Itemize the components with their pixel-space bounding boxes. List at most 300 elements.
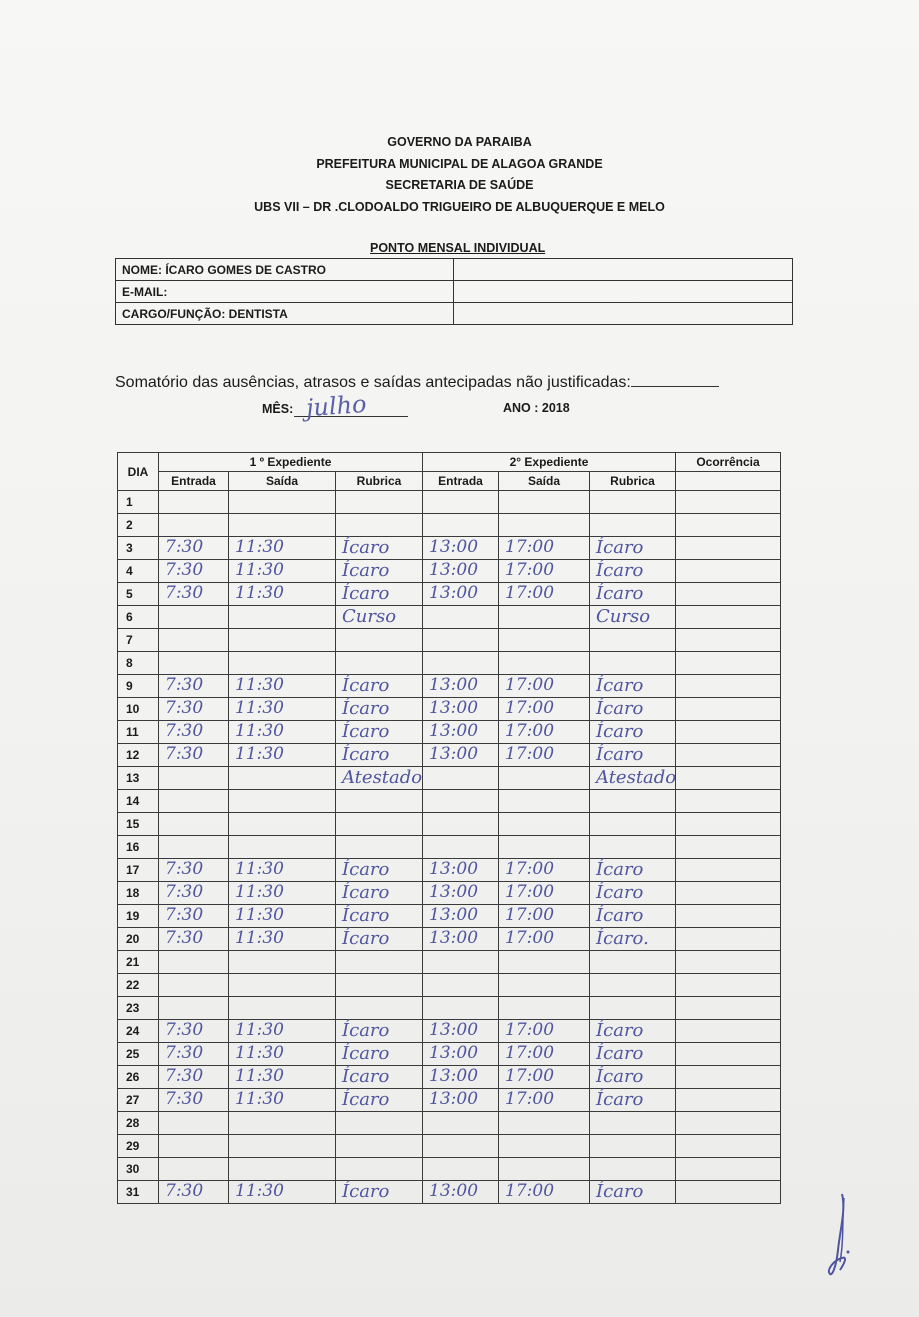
entrada-2-handwriting: 13:00 bbox=[429, 583, 479, 603]
entrada-1-cell bbox=[159, 583, 229, 606]
rubrica-1-cell bbox=[336, 813, 423, 836]
rubrica-1-cell bbox=[336, 1135, 423, 1158]
role-field: CARGO/FUNÇÃO: DENTISTA bbox=[116, 303, 454, 325]
entrada-1-cell bbox=[159, 882, 229, 905]
saida-1-cell bbox=[229, 606, 336, 629]
entrada-1-cell bbox=[159, 1112, 229, 1135]
entrada-1-cell bbox=[159, 560, 229, 583]
saida-2-cell bbox=[499, 629, 590, 652]
rubrica-2-handwriting: Ícaro bbox=[596, 537, 644, 558]
rubrica-1-cell bbox=[336, 698, 423, 721]
day-cell: 8 bbox=[118, 652, 159, 675]
rubrica-2-cell bbox=[590, 537, 676, 560]
header-line-2: PREFEITURA MUNICIPAL DE ALAGOA GRANDE bbox=[316, 156, 603, 171]
table-row bbox=[118, 1181, 781, 1204]
saida-2-cell bbox=[499, 974, 590, 997]
summary-text: Somatório das ausências, atrasos e saídas antecipadas não justificadas: bbox=[115, 374, 631, 391]
table-row bbox=[118, 652, 781, 675]
saida-1-handwriting: 11:30 bbox=[235, 1020, 284, 1040]
day-cell: 19 bbox=[118, 905, 159, 928]
day-cell: 28 bbox=[118, 1112, 159, 1135]
day-cell: 29 bbox=[118, 1135, 159, 1158]
col-header-exp2: 2° Expediente bbox=[423, 453, 676, 472]
saida-1-handwriting: 11:30 bbox=[235, 928, 284, 948]
table-row bbox=[118, 1043, 781, 1066]
saida-1-handwriting: 11:30 bbox=[235, 1043, 284, 1063]
col-header-rubrica-1: Rubrica bbox=[336, 472, 423, 491]
col-header-dia: DIA bbox=[118, 453, 159, 491]
rubrica-2-cell bbox=[590, 859, 676, 882]
ocorrencia-cell bbox=[676, 583, 781, 606]
ocorrencia-cell bbox=[676, 629, 781, 652]
table-row bbox=[118, 744, 781, 767]
saida-2-handwriting: 17:00 bbox=[505, 1066, 555, 1086]
saida-2-handwriting: 17:00 bbox=[505, 882, 555, 902]
ocorrencia-cell bbox=[676, 836, 781, 859]
entrada-1-cell bbox=[159, 1181, 229, 1204]
saida-1-handwriting: 11:30 bbox=[235, 721, 284, 741]
entrada-1-cell bbox=[159, 491, 229, 514]
rubrica-1-cell bbox=[336, 1158, 423, 1181]
day-cell: 12 bbox=[118, 744, 159, 767]
entrada-1-cell bbox=[159, 652, 229, 675]
entrada-2-cell bbox=[423, 1066, 499, 1089]
entrada-2-cell bbox=[423, 1112, 499, 1135]
entrada-2-cell bbox=[423, 652, 499, 675]
table-row bbox=[118, 767, 781, 790]
day-cell: 6 bbox=[118, 606, 159, 629]
entrada-2-handwriting: 13:00 bbox=[429, 721, 479, 741]
saida-1-cell bbox=[229, 836, 336, 859]
entrada-2-cell bbox=[423, 928, 499, 951]
saida-2-handwriting: 17:00 bbox=[505, 1020, 555, 1040]
ocorrencia-cell bbox=[676, 1181, 781, 1204]
ocorrencia-cell bbox=[676, 882, 781, 905]
rubrica-2-cell bbox=[590, 1135, 676, 1158]
entrada-1-cell bbox=[159, 997, 229, 1020]
rubrica-1-cell bbox=[336, 675, 423, 698]
col-header-saida-1: Saída bbox=[229, 472, 336, 491]
entrada-1-cell bbox=[159, 514, 229, 537]
entrada-2-cell bbox=[423, 859, 499, 882]
rubrica-2-cell bbox=[590, 951, 676, 974]
entrada-2-handwriting: 13:00 bbox=[429, 560, 479, 580]
email-extra-cell bbox=[454, 281, 793, 303]
rubrica-1-cell bbox=[336, 974, 423, 997]
rubrica-1-cell bbox=[336, 997, 423, 1020]
entrada-1-handwriting: 7:30 bbox=[165, 1089, 204, 1109]
table-row bbox=[118, 813, 781, 836]
day-cell: 1 bbox=[118, 491, 159, 514]
table-row bbox=[118, 859, 781, 882]
saida-1-handwriting: 11:30 bbox=[235, 1181, 284, 1201]
entrada-2-cell bbox=[423, 744, 499, 767]
saida-1-cell bbox=[229, 629, 336, 652]
rubrica-1-cell bbox=[336, 1089, 423, 1112]
saida-1-cell bbox=[229, 997, 336, 1020]
rubrica-2-cell bbox=[590, 767, 676, 790]
col-header-entrada-2: Entrada bbox=[423, 472, 499, 491]
ocorrencia-cell bbox=[676, 560, 781, 583]
rubrica-1-cell bbox=[336, 951, 423, 974]
day-cell: 25 bbox=[118, 1043, 159, 1066]
ocorrencia-cell bbox=[676, 675, 781, 698]
rubrica-1-cell bbox=[336, 767, 423, 790]
table-row bbox=[118, 514, 781, 537]
table-row bbox=[118, 951, 781, 974]
entrada-1-handwriting: 7:30 bbox=[165, 859, 204, 879]
entrada-2-handwriting: 13:00 bbox=[429, 1020, 479, 1040]
entrada-1-handwriting: 7:30 bbox=[165, 1181, 204, 1201]
attendance-table bbox=[117, 452, 781, 1204]
ocorrencia-cell bbox=[676, 767, 781, 790]
employee-info-table bbox=[115, 258, 793, 325]
entrada-2-handwriting: 13:00 bbox=[429, 1181, 479, 1201]
saida-2-cell bbox=[499, 790, 590, 813]
rubrica-1-handwriting: Ícaro bbox=[342, 744, 390, 765]
rubrica-2-cell bbox=[590, 1112, 676, 1135]
table-row bbox=[118, 1089, 781, 1112]
day-cell: 15 bbox=[118, 813, 159, 836]
entrada-2-cell bbox=[423, 1089, 499, 1112]
table-row bbox=[118, 928, 781, 951]
ocorrencia-cell bbox=[676, 606, 781, 629]
rubrica-1-handwriting: Ícaro bbox=[342, 859, 390, 880]
entrada-1-cell bbox=[159, 951, 229, 974]
saida-1-cell bbox=[229, 813, 336, 836]
saida-2-cell bbox=[499, 744, 590, 767]
saida-1-cell bbox=[229, 1158, 336, 1181]
rubrica-1-handwriting: Ícaro bbox=[342, 1066, 390, 1087]
entrada-1-cell bbox=[159, 675, 229, 698]
entrada-1-handwriting: 7:30 bbox=[165, 928, 204, 948]
ocorrencia-cell bbox=[676, 1043, 781, 1066]
saida-2-cell bbox=[499, 859, 590, 882]
year-label: ANO : 2018 bbox=[503, 401, 570, 415]
saida-2-cell bbox=[499, 537, 590, 560]
rubrica-2-cell bbox=[590, 997, 676, 1020]
saida-2-handwriting: 17:00 bbox=[505, 537, 555, 557]
rubrica-2-handwriting: Curso bbox=[596, 606, 651, 627]
header-line-1: GOVERNO DA PARAIBA bbox=[387, 135, 532, 149]
day-cell: 2 bbox=[118, 514, 159, 537]
table-row bbox=[118, 905, 781, 928]
saida-1-handwriting: 11:30 bbox=[235, 583, 284, 603]
rubrica-2-cell bbox=[590, 836, 676, 859]
saida-2-cell bbox=[499, 1020, 590, 1043]
header-line-3: SECRETARIA DE SAÚDE bbox=[385, 178, 534, 192]
entrada-2-cell bbox=[423, 905, 499, 928]
saida-1-cell bbox=[229, 744, 336, 767]
ocorrencia-cell bbox=[676, 997, 781, 1020]
header-line-4: UBS VII – DR .CLODOALDO TRIGUEIRO DE ALBUQUERQUE E MELO bbox=[254, 199, 665, 214]
rubrica-2-handwriting: Ícaro bbox=[596, 560, 644, 581]
rubrica-1-cell bbox=[336, 744, 423, 767]
table-row bbox=[118, 583, 781, 606]
day-cell: 20 bbox=[118, 928, 159, 951]
rubrica-2-cell bbox=[590, 491, 676, 514]
ocorrencia-cell bbox=[676, 1135, 781, 1158]
saida-1-cell bbox=[229, 767, 336, 790]
saida-1-handwriting: 11:30 bbox=[235, 859, 284, 879]
saida-2-handwriting: 17:00 bbox=[505, 698, 555, 718]
rubrica-1-handwriting: Ícaro bbox=[342, 882, 390, 903]
col-header-saida-2: Saída bbox=[499, 472, 590, 491]
entrada-1-handwriting: 7:30 bbox=[165, 1066, 204, 1086]
summary-line bbox=[115, 372, 719, 392]
entrada-2-cell bbox=[423, 951, 499, 974]
ocorrencia-cell bbox=[676, 721, 781, 744]
ocorrencia-cell bbox=[676, 905, 781, 928]
entrada-2-cell bbox=[423, 1043, 499, 1066]
col-header-exp1: 1 º Expediente bbox=[159, 453, 423, 472]
entrada-2-cell bbox=[423, 1135, 499, 1158]
saida-1-cell bbox=[229, 698, 336, 721]
entrada-2-cell bbox=[423, 606, 499, 629]
day-cell: 5 bbox=[118, 583, 159, 606]
rubrica-1-cell bbox=[336, 859, 423, 882]
table-row bbox=[118, 790, 781, 813]
table-row bbox=[118, 560, 781, 583]
day-cell: 22 bbox=[118, 974, 159, 997]
ocorrencia-cell bbox=[676, 928, 781, 951]
table-row bbox=[118, 1112, 781, 1135]
ocorrencia-cell bbox=[676, 652, 781, 675]
saida-1-cell bbox=[229, 652, 336, 675]
day-cell: 21 bbox=[118, 951, 159, 974]
entrada-2-cell bbox=[423, 767, 499, 790]
entrada-2-cell bbox=[423, 813, 499, 836]
rubrica-1-handwriting: Ícaro bbox=[342, 1020, 390, 1041]
saida-1-cell bbox=[229, 882, 336, 905]
handwritten-signature-mark bbox=[822, 1190, 862, 1280]
table-row bbox=[118, 629, 781, 652]
entrada-1-cell bbox=[159, 813, 229, 836]
rubrica-1-cell bbox=[336, 491, 423, 514]
ocorrencia-cell bbox=[676, 491, 781, 514]
saida-2-cell bbox=[499, 928, 590, 951]
rubrica-2-handwriting: Ícaro bbox=[596, 1066, 644, 1087]
entrada-1-cell bbox=[159, 905, 229, 928]
col-header-rubrica-2: Rubrica bbox=[590, 472, 676, 491]
saida-2-handwriting: 17:00 bbox=[505, 583, 555, 603]
table-row bbox=[118, 537, 781, 560]
saida-1-cell bbox=[229, 1181, 336, 1204]
entrada-1-cell bbox=[159, 606, 229, 629]
saida-2-cell bbox=[499, 514, 590, 537]
rubrica-1-cell bbox=[336, 560, 423, 583]
entrada-2-cell bbox=[423, 997, 499, 1020]
entrada-1-cell bbox=[159, 698, 229, 721]
entrada-1-handwriting: 7:30 bbox=[165, 721, 204, 741]
saida-2-cell bbox=[499, 721, 590, 744]
name-field: NOME: ÍCARO GOMES DE CASTRO bbox=[116, 259, 454, 281]
saida-1-cell bbox=[229, 951, 336, 974]
entrada-1-handwriting: 7:30 bbox=[165, 698, 204, 718]
day-cell: 27 bbox=[118, 1089, 159, 1112]
ocorrencia-cell bbox=[676, 537, 781, 560]
rubrica-2-cell bbox=[590, 744, 676, 767]
table-row bbox=[118, 606, 781, 629]
rubrica-1-cell bbox=[336, 1020, 423, 1043]
entrada-1-cell bbox=[159, 629, 229, 652]
entrada-2-cell bbox=[423, 491, 499, 514]
saida-2-cell bbox=[499, 1089, 590, 1112]
saida-2-handwriting: 17:00 bbox=[505, 1089, 555, 1109]
entrada-2-handwriting: 13:00 bbox=[429, 1043, 479, 1063]
entrada-2-handwriting: 13:00 bbox=[429, 905, 479, 925]
rubrica-1-handwriting: Ícaro bbox=[342, 675, 390, 696]
saida-1-handwriting: 11:30 bbox=[235, 1089, 284, 1109]
entrada-1-handwriting: 7:30 bbox=[165, 1020, 204, 1040]
col-header-ocorrencia: Ocorrência bbox=[676, 453, 781, 472]
entrada-2-cell bbox=[423, 790, 499, 813]
rubrica-2-cell bbox=[590, 905, 676, 928]
table-row bbox=[118, 974, 781, 997]
rubrica-2-handwriting: Ícaro bbox=[596, 583, 644, 604]
rubrica-1-handwriting: Ícaro bbox=[342, 583, 390, 604]
col-header-ocorrencia-sub bbox=[676, 472, 781, 491]
rubrica-2-cell bbox=[590, 1020, 676, 1043]
entrada-2-cell bbox=[423, 974, 499, 997]
table-row bbox=[118, 1158, 781, 1181]
saida-2-cell bbox=[499, 767, 590, 790]
entrada-2-handwriting: 13:00 bbox=[429, 537, 479, 557]
entrada-2-cell bbox=[423, 537, 499, 560]
rubrica-1-cell bbox=[336, 928, 423, 951]
month-handwritten-value: julho bbox=[305, 389, 368, 423]
ocorrencia-cell bbox=[676, 951, 781, 974]
rubrica-2-handwriting: Ícaro bbox=[596, 882, 644, 903]
saida-1-cell bbox=[229, 537, 336, 560]
ocorrencia-cell bbox=[676, 1066, 781, 1089]
rubrica-2-cell bbox=[590, 698, 676, 721]
rubrica-1-cell bbox=[336, 882, 423, 905]
rubrica-2-cell bbox=[590, 560, 676, 583]
saida-1-handwriting: 11:30 bbox=[235, 698, 284, 718]
entrada-1-cell bbox=[159, 1066, 229, 1089]
day-cell: 23 bbox=[118, 997, 159, 1020]
rubrica-2-cell bbox=[590, 813, 676, 836]
rubrica-2-cell bbox=[590, 1158, 676, 1181]
entrada-2-handwriting: 13:00 bbox=[429, 698, 479, 718]
email-field: E-MAIL: bbox=[116, 281, 454, 303]
saida-1-handwriting: 11:30 bbox=[235, 675, 284, 695]
entrada-2-cell bbox=[423, 560, 499, 583]
saida-1-handwriting: 11:30 bbox=[235, 560, 284, 580]
rubrica-2-cell bbox=[590, 606, 676, 629]
summary-blank bbox=[631, 372, 719, 387]
saida-1-cell bbox=[229, 1020, 336, 1043]
saida-2-cell bbox=[499, 652, 590, 675]
rubrica-1-handwriting: Ícaro bbox=[342, 905, 390, 926]
rubrica-2-handwriting: Ícaro bbox=[596, 905, 644, 926]
entrada-2-handwriting: 13:00 bbox=[429, 744, 479, 764]
entrada-2-cell bbox=[423, 675, 499, 698]
attendance-rows bbox=[118, 491, 781, 1204]
entrada-2-handwriting: 13:00 bbox=[429, 928, 479, 948]
day-cell: 10 bbox=[118, 698, 159, 721]
rubrica-2-cell bbox=[590, 1043, 676, 1066]
table-row bbox=[118, 675, 781, 698]
table-row bbox=[118, 698, 781, 721]
saida-1-cell bbox=[229, 721, 336, 744]
entrada-2-cell bbox=[423, 721, 499, 744]
rubrica-2-handwriting: Ícaro bbox=[596, 698, 644, 719]
day-cell: 24 bbox=[118, 1020, 159, 1043]
entrada-2-handwriting: 13:00 bbox=[429, 859, 479, 879]
day-cell: 26 bbox=[118, 1066, 159, 1089]
ocorrencia-cell bbox=[676, 744, 781, 767]
saida-2-handwriting: 17:00 bbox=[505, 744, 555, 764]
entrada-1-cell bbox=[159, 1089, 229, 1112]
rubrica-1-handwriting: Ícaro bbox=[342, 537, 390, 558]
entrada-2-cell bbox=[423, 629, 499, 652]
saida-2-cell bbox=[499, 675, 590, 698]
saida-2-cell bbox=[499, 882, 590, 905]
saida-2-handwriting: 17:00 bbox=[505, 928, 555, 948]
rubrica-1-handwriting: Ícaro bbox=[342, 560, 390, 581]
rubrica-2-handwriting: Ícaro bbox=[596, 675, 644, 696]
rubrica-2-handwriting: Ícaro bbox=[596, 744, 644, 765]
saida-2-cell bbox=[499, 1135, 590, 1158]
saida-2-cell bbox=[499, 836, 590, 859]
rubrica-1-cell bbox=[336, 1112, 423, 1135]
saida-1-cell bbox=[229, 974, 336, 997]
document-header bbox=[0, 132, 919, 218]
month-label: MÊS: bbox=[262, 402, 294, 416]
rubrica-1-cell bbox=[336, 1043, 423, 1066]
saida-2-cell bbox=[499, 1066, 590, 1089]
rubrica-2-cell bbox=[590, 1066, 676, 1089]
entrada-1-handwriting: 7:30 bbox=[165, 744, 204, 764]
rubrica-2-handwriting: Ícaro bbox=[596, 1181, 644, 1202]
entrada-1-handwriting: 7:30 bbox=[165, 560, 204, 580]
rubrica-1-cell bbox=[336, 790, 423, 813]
rubrica-1-cell bbox=[336, 652, 423, 675]
saida-2-handwriting: 17:00 bbox=[505, 905, 555, 925]
day-cell: 9 bbox=[118, 675, 159, 698]
ocorrencia-cell bbox=[676, 1020, 781, 1043]
saida-1-handwriting: 11:30 bbox=[235, 537, 284, 557]
saida-1-cell bbox=[229, 491, 336, 514]
saida-2-cell bbox=[499, 1158, 590, 1181]
rubrica-1-cell bbox=[336, 836, 423, 859]
col-header-entrada-1: Entrada bbox=[159, 472, 229, 491]
rubrica-1-handwriting: Ícaro bbox=[342, 721, 390, 742]
rubrica-2-cell bbox=[590, 790, 676, 813]
saida-1-cell bbox=[229, 928, 336, 951]
saida-1-cell bbox=[229, 1089, 336, 1112]
saida-2-cell bbox=[499, 698, 590, 721]
saida-1-handwriting: 11:30 bbox=[235, 1066, 284, 1086]
saida-1-cell bbox=[229, 1112, 336, 1135]
rubrica-2-handwriting: Ícaro. bbox=[596, 928, 649, 949]
rubrica-2-cell bbox=[590, 928, 676, 951]
entrada-2-cell bbox=[423, 698, 499, 721]
entrada-1-cell bbox=[159, 836, 229, 859]
entrada-1-cell bbox=[159, 790, 229, 813]
rubrica-2-handwriting: Ícaro bbox=[596, 1089, 644, 1110]
saida-1-cell bbox=[229, 1043, 336, 1066]
day-cell: 18 bbox=[118, 882, 159, 905]
saida-1-cell bbox=[229, 583, 336, 606]
saida-2-cell bbox=[499, 560, 590, 583]
saida-1-cell bbox=[229, 905, 336, 928]
rubrica-1-handwriting: Ícaro bbox=[342, 1181, 390, 1202]
saida-2-handwriting: 17:00 bbox=[505, 859, 555, 879]
ocorrencia-cell bbox=[676, 698, 781, 721]
